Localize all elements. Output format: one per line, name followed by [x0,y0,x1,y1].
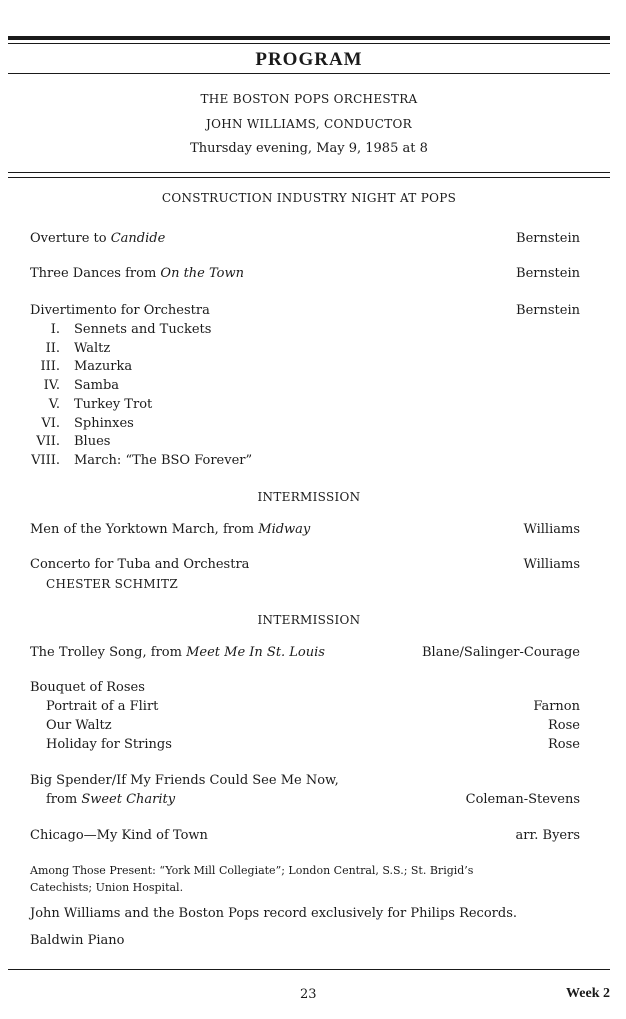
week-label: Week 2 [566,986,610,1001]
page-number: 23 [300,987,317,1002]
composer: Farnon [533,699,580,714]
work-bouquet-of-roses [30,680,580,698]
work-divertimento [30,303,580,321]
orchestra-name: THE BOSTON POPS ORCHESTRA [200,92,418,106]
composer: Bernstein [516,303,580,318]
top-rule-thin [8,43,610,44]
work-candide [30,231,580,249]
work-title: Bouquet of Roses [30,680,145,695]
composer: Rose [548,737,580,752]
movement: I. Sennets and Tuckets [50,322,212,337]
records-note: John Williams and the Boston Pops record exclusively for Philips Records. [30,906,517,921]
soloist: CHESTER SCHMITZ [46,577,178,591]
movement: II. Waltz [45,341,111,356]
concert-date: Thursday evening, May 9, 1985 at 8 [190,141,428,156]
movement: III. Mazurka [40,359,133,374]
work-title: Chicago—My Kind of Town [30,828,208,843]
bottom-rule [8,969,610,970]
bouquet-item: Holiday for Strings Rose [46,737,580,752]
movement: VII. Blues [36,434,111,449]
work-title: The Trolley Song, from Meet Me In St. Louis [30,645,325,660]
section-rule-1 [8,172,610,173]
bouquet-item: Our Waltz Rose [46,718,580,733]
work-chicago [30,828,580,846]
work-title: Overture to Candide [30,231,166,246]
composer: Bernstein [516,266,580,281]
among-those-present: Among Those Present: “York Mill Collegiate”; London Central, S.S.; St. Brigid’s Catechists; Union Hospital. [30,864,474,894]
page-title: PROGRAM [255,49,363,70]
composer: Rose [548,718,580,733]
work-yorktown [30,522,580,540]
movement: VIII. March: “The BSO Forever” [31,453,253,468]
composer: Bernstein [516,231,580,246]
work-on-the-town [30,266,580,284]
work-tuba-concerto [30,557,580,575]
work-title: Men of the Yorktown March, from Midway [30,522,311,537]
work-title: Divertimento for Orchestra [30,303,210,318]
movement: V. Turkey Trot [48,397,153,412]
composer: Blane/Salinger-Courage [422,645,580,660]
intermission-1: INTERMISSION [257,490,361,504]
title-underline [8,73,610,74]
composer: Williams [523,557,580,572]
work-title: Three Dances from On the Town [30,266,244,281]
bouquet-item: Portrait of a Flirt Farnon [46,699,580,714]
piano-note: Baldwin Piano [30,933,125,948]
event-title: CONSTRUCTION INDUSTRY NIGHT AT POPS [161,191,457,205]
work-big-spender [30,773,580,791]
composer: Williams [523,522,580,537]
movement: IV. Samba [43,378,120,393]
composer: Coleman-Stevens [465,792,580,807]
work-title: Big Spender/If My Friends Could See Me Now, [30,773,339,788]
work-big-spender-source: from Sweet Charity Coleman-Stevens [46,792,580,807]
conductor-line: JOHN WILLIAMS, CONDUCTOR [205,117,413,131]
composer: arr. Byers [515,828,580,843]
top-rule [8,36,610,40]
section-rule-2 [8,177,610,178]
work-title: Concerto for Tuba and Orchestra [30,557,250,572]
intermission-2: INTERMISSION [257,613,361,627]
movement: VI. Sphinxes [41,416,134,431]
work-trolley-song [30,645,580,663]
